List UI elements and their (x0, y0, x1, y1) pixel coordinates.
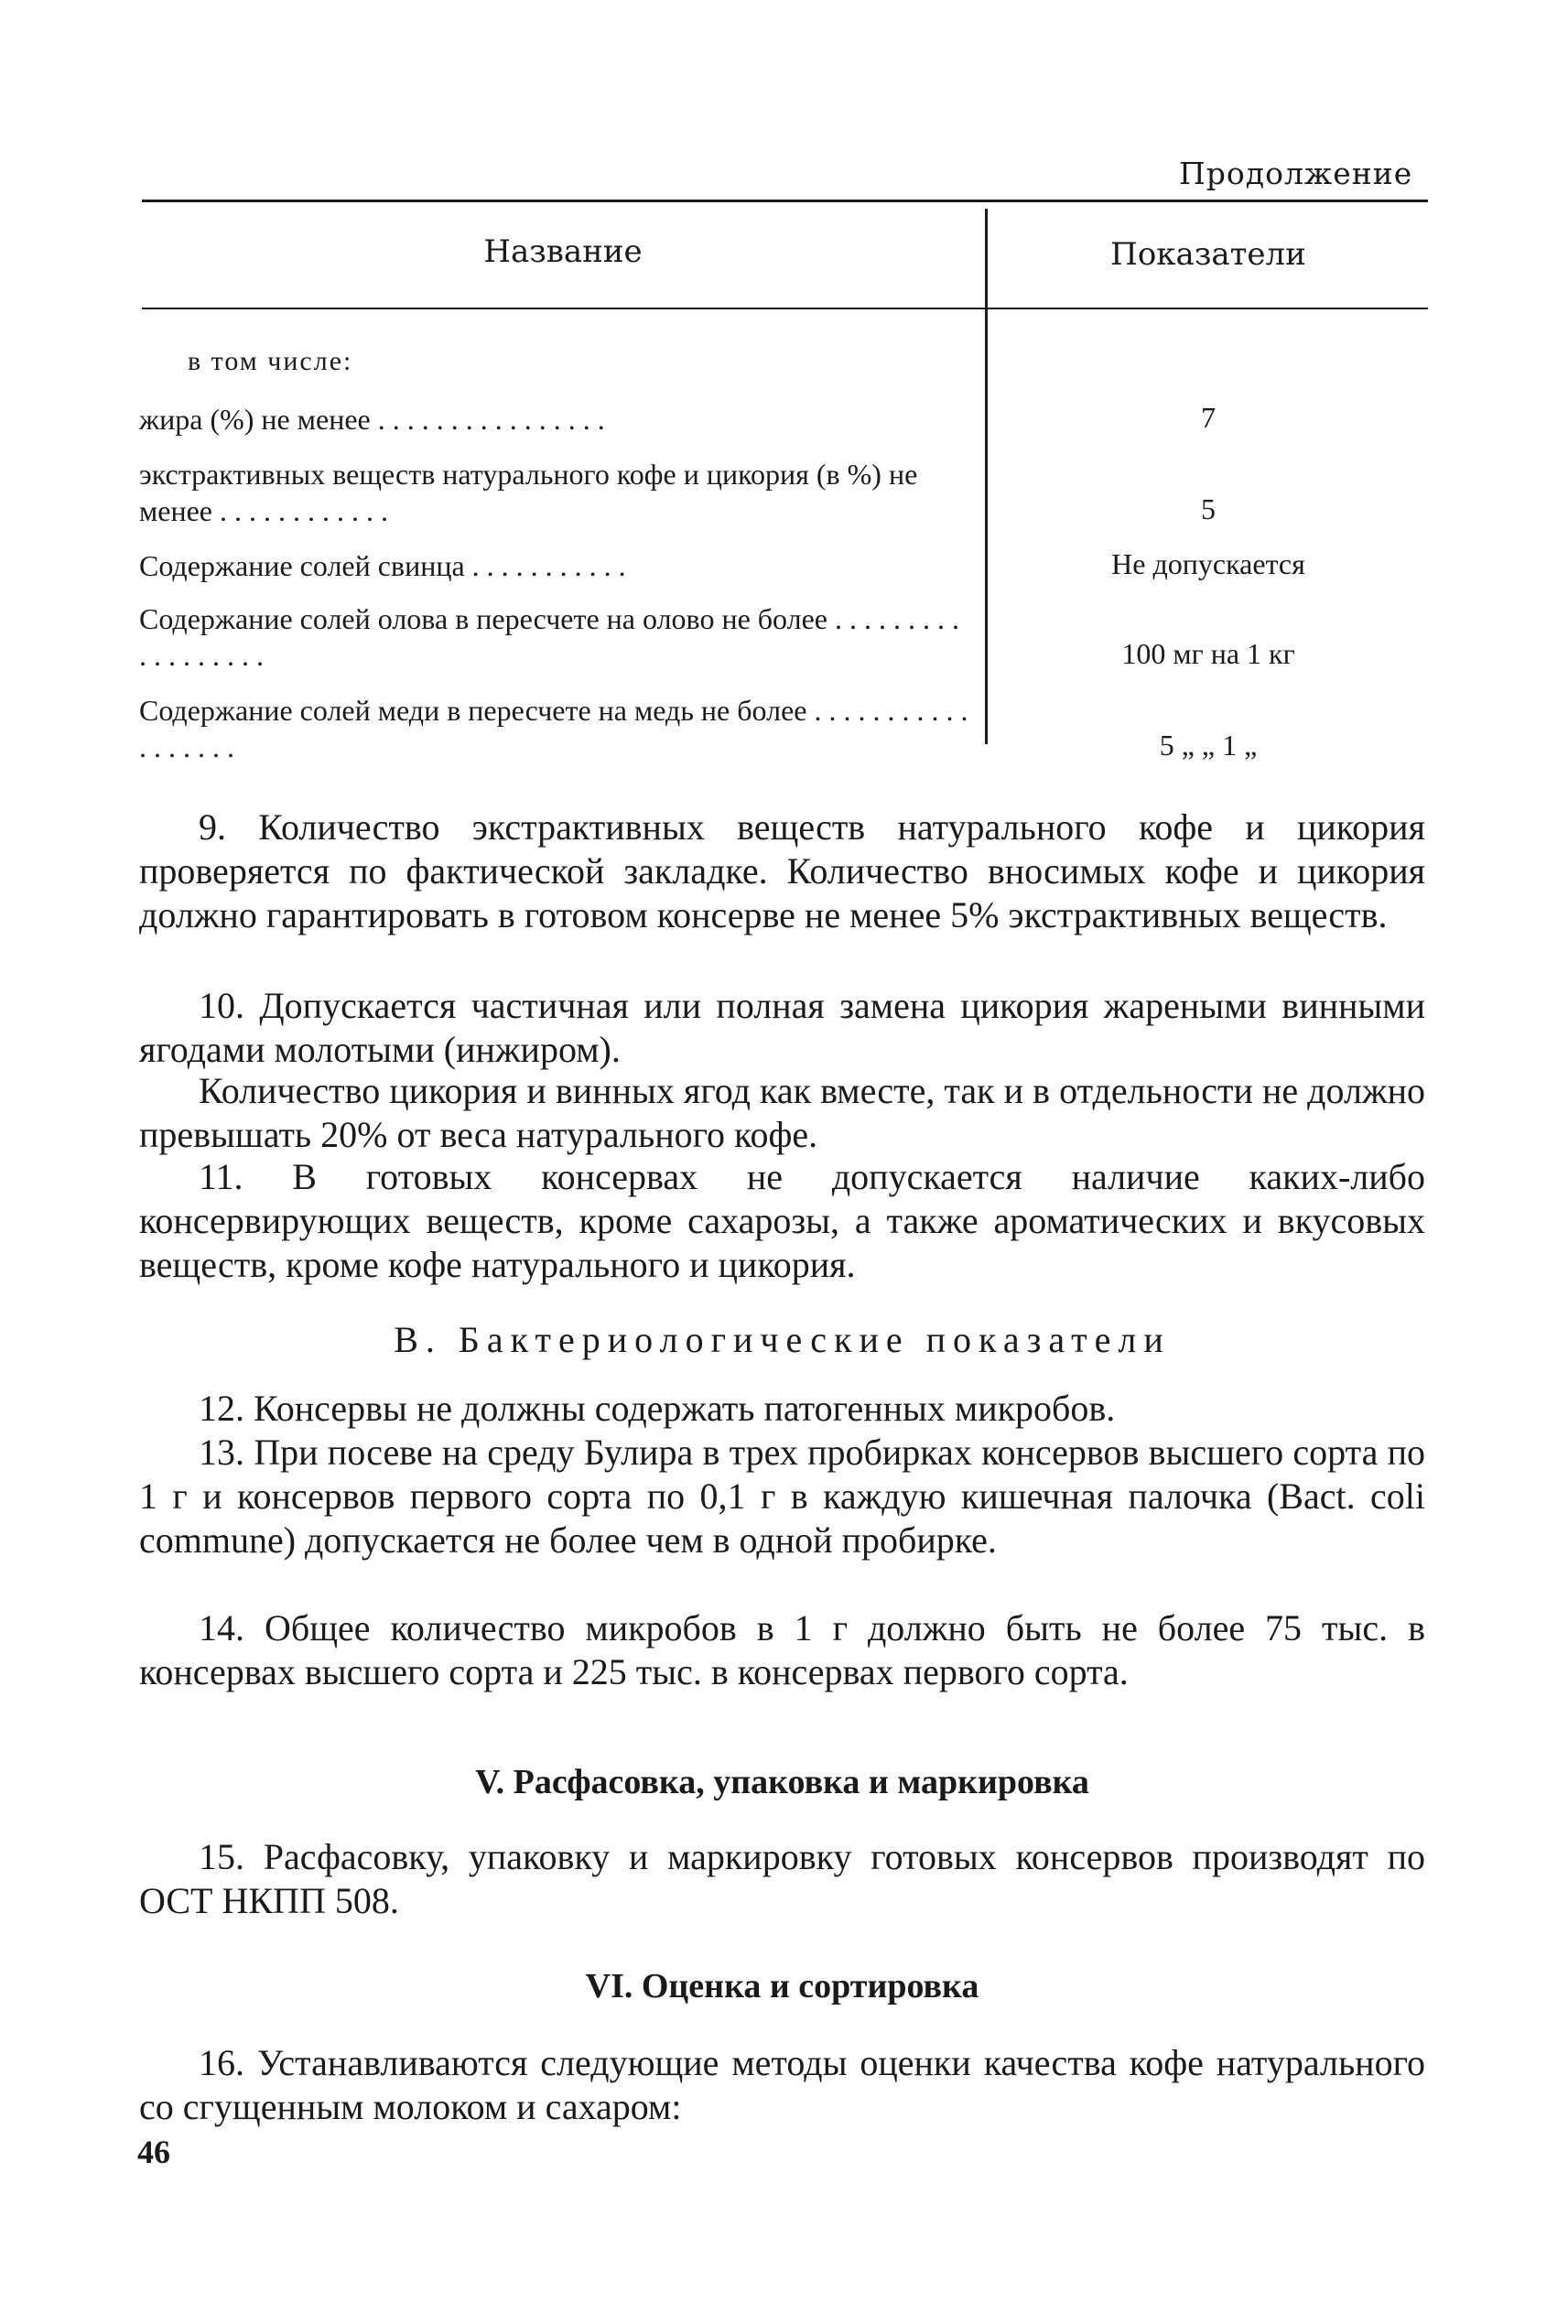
paragraph-16: 16. Устанавливаются следующие методы оценки качества кофе натурального со сгущенным молоком и сахаром: (139, 2042, 1425, 2127)
heading-packing: V. Расфасовка, упаковка и маркировка (475, 1763, 1089, 1801)
table-header-rule (142, 308, 1428, 309)
table-row-label: Содержание солей олова в пересчете на олово не более . . . . . . . . . . . . . . . . . . (139, 602, 959, 672)
table-column-divider (985, 209, 988, 744)
table-row-value: Не допускается (1111, 547, 1305, 580)
paragraph-12: 12. Консервы не должны содержать патогенных микробов. (199, 1388, 1116, 1429)
heading-bacteriological: В. Бактериологические показатели (394, 1319, 1171, 1360)
paragraph-10: 10. Допускается частичная или полная замена цикория жареными винными ягодами молотыми (инжиром). (139, 985, 1425, 1070)
table-section-label: в том числе: (188, 346, 353, 376)
table-row-label: экстрактивных веществ натурального кофе и цикория (в %) не менее . . . . . . . . . . . . (139, 458, 918, 527)
table-row-label: Содержание солей свинца . . . . . . . . . . . (139, 549, 626, 582)
page-number: 46 (137, 2134, 170, 2170)
table-row-label: жира (%) не менее . . . . . . . . . . . . . . . . (139, 403, 605, 436)
paragraph-15: 15. Расфасовку, упаковку и маркировку готовых консервов производят по ОСТ НКПП 508. (139, 1836, 1425, 1921)
paragraph-14: 14. Общее количество микробов в 1 г должно быть не более 75 тыс. в консервах высшего сорта и 225 тыс. в консервах первого сорта. (139, 1607, 1425, 1692)
table-row-value: 5 „ „ 1 „ (1159, 729, 1258, 762)
paragraph-10-continuation: Количество цикория и винных ягод как вместе, так и в отдельности не должно превышать 20% от веса натурального кофе. (139, 1070, 1425, 1155)
table-header-name: Название (483, 233, 643, 270)
heading-evaluation: VI. Оценка и сортировка (585, 1967, 979, 2005)
table-row-value: 5 (1201, 492, 1216, 525)
paragraph-13: 13. При посеве на среду Булира в трех пробирках консервов высшего сорта по 1 г и консервов первого сорта по 0,1 г в каждую кишечная палочка (Bact. coli commune) допускается не более чем в одной пробирке. (139, 1432, 1425, 1561)
continuation-label: Продолжение (1179, 156, 1413, 191)
paragraph-9: 9. Количество экстрактивных веществ натурального кофе и цикория проверяется по фактической закладке. Количество вносимых кофе и цикория должно гарантировать в готовом консерве не менее 5% экстрактивных веществ. (139, 806, 1425, 935)
table-row-value: 7 (1201, 401, 1216, 434)
table-row-value: 100 мг на 1 кг (1121, 637, 1295, 670)
table-header-values: Показатели (1110, 236, 1306, 273)
table-top-rule (142, 200, 1428, 202)
paragraph-11: 11. В готовых консервах не допускается наличие каких-либо консервирующих веществ, кроме сахарозы, а также ароматических и вкусовых веществ, кроме кофе натурального и цикория. (139, 1156, 1425, 1285)
table-row-label: Содержание солей меди в пересчете на медь не более . . . . . . . . . . . . . . . . . . (139, 694, 968, 763)
